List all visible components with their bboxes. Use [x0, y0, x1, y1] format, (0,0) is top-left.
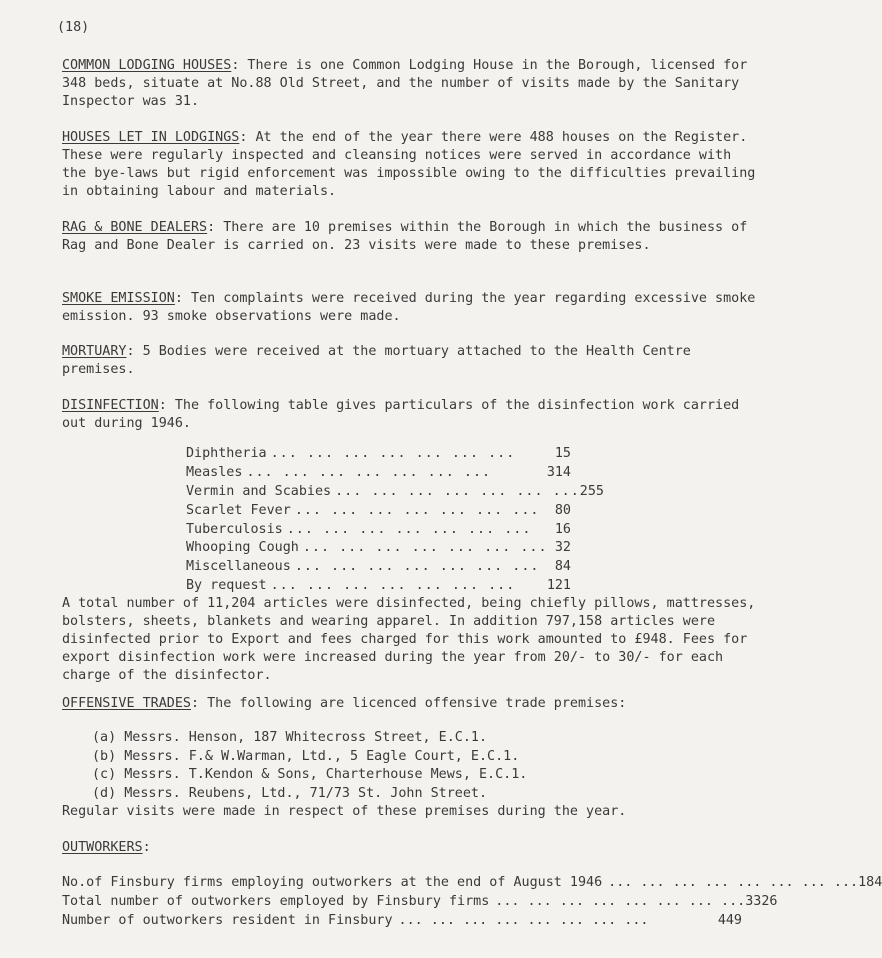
table-row: No.of Finsbury firms employing outworkers at the end of August 1946 ... ... ... ... ... ... ... ... 184 — [62, 874, 882, 890]
row-value: 121 — [546, 577, 571, 593]
table-row: Diphtheria ... ... ... ... ... ... ... 15 — [186, 446, 571, 462]
row-label: Total number of outworkers employed by Finsbury firms — [62, 893, 490, 909]
section-text: : 5 Bodies were received at the mortuary attached to the Health Centre premises. — [62, 344, 699, 377]
section-smoke-emission — [62, 290, 762, 326]
row-value: 255 — [579, 483, 604, 499]
table-row: Vermin and Scabies ... ... ... ... ... ... ... 255 — [186, 483, 604, 499]
row-value: 3326 — [745, 893, 778, 909]
row-label: Number of outworkers resident in Finsbury — [62, 912, 393, 928]
row-value: 314 — [546, 465, 571, 481]
section-text: : There are 10 premises within the Borough in which the business of Rag and Bone Dealer is carried on. 23 visits were made to these premises. — [62, 220, 756, 253]
list-item: (a) Messrs. Henson, 187 Whitecross Street, E.C.1. — [92, 730, 488, 745]
section-heading: HOUSES LET IN LODGINGS — [62, 130, 240, 145]
row-label: Tuberculosis — [186, 521, 283, 537]
table-row: Total number of outworkers employed by Finsbury firms ... ... ... ... ... ... ... ... 3326 — [62, 893, 778, 909]
table-row: By request ... ... ... ... ... ... ... 121 — [186, 577, 571, 593]
section-heading: COMMON LODGING HOUSES — [62, 58, 232, 73]
section-heading: SMOKE EMISSION — [62, 291, 175, 306]
table-row: Scarlet Fever ... ... ... ... ... ... ... 80 — [186, 502, 571, 518]
section-heading: DISINFECTION — [62, 398, 159, 413]
row-label: Scarlet Fever — [186, 502, 291, 518]
premises-list — [62, 729, 762, 803]
outworkers-table — [62, 873, 882, 930]
row-value: 184 — [858, 874, 882, 890]
row-value: 80 — [554, 502, 571, 518]
row-label: Miscellaneous — [186, 559, 291, 575]
section-offensive-trades — [62, 695, 762, 821]
section-text: : The following table gives particulars of the disinfection work carried out during 1946. — [62, 398, 748, 431]
row-label: No.of Finsbury firms employing outworkers at the end of August 1946 — [62, 874, 603, 890]
disinfection-table — [186, 445, 604, 595]
section-heading: RAG & BONE DEALERS — [62, 220, 208, 235]
section-disinfection — [62, 397, 762, 685]
row-label: By request — [186, 577, 267, 593]
section-heading: OFFENSIVE TRADES — [62, 696, 191, 711]
section-rag-bone-dealers — [62, 219, 762, 255]
section-text: : At the end of the year there were 488 houses on the Register. These were regularly inspected and cleansing notices were served in accordance with the bye-laws but rigid enforcement was impossible owing to the difficulties prevailing in obtaining labour and materials. — [62, 130, 764, 199]
table-row: Whooping Cough ... ... ... ... ... ... ... 32 — [186, 540, 571, 556]
list-item: (c) Messrs. T.Kendon & Sons, Charterhouse Mews, E.C.1. — [92, 767, 528, 782]
section-heading: OUTWORKERS — [62, 840, 143, 855]
table-row: Tuberculosis ... ... ... ... ... ... ... 16 — [186, 521, 571, 537]
section-text: : Ten complaints were received during the year regarding excessive smoke emission. 93 smoke observations were made. — [62, 291, 764, 324]
table-row: Measles ... ... ... ... ... ... ... 314 — [186, 465, 571, 481]
section-mortuary — [62, 343, 762, 379]
row-label: Vermin and Scabies — [186, 483, 332, 499]
row-value: 84 — [554, 559, 571, 575]
offensive-summary: Regular visits were made in respect of these premises during the year. — [62, 804, 627, 819]
section-houses-let-in-lodgings — [62, 129, 762, 201]
row-label: Measles — [186, 465, 243, 481]
row-label: Diphtheria — [186, 446, 267, 462]
row-value: 449 — [717, 912, 742, 928]
section-text: : There is one Common Lodging House in the Borough, licensed for 348 beds, situate at No.88 Old Street, and the number of visits made by the Sanitary Inspector was 31. — [62, 58, 756, 109]
row-value: 32 — [554, 540, 571, 556]
list-item: (d) Messrs. Reubens, Ltd., 71/73 St. John Street. — [92, 785, 488, 801]
page-number: (18) — [57, 20, 90, 35]
row-label: Whooping Cough — [186, 540, 299, 556]
list-item: (b) Messrs. F.& W.Warman, Ltd., 5 Eagle Court, E.C.1. — [92, 748, 520, 764]
row-value: 15 — [554, 446, 571, 462]
row-value: 16 — [554, 521, 571, 537]
section-text: : The following are licenced offensive trade premises: — [191, 696, 627, 711]
section-heading: MORTUARY — [62, 344, 127, 359]
section-common-lodging-houses — [62, 57, 762, 111]
disinfection-summary: A total number of 11,204 articles were disinfected, being chiefly pillows, mattresses, bolsters, sheets, blankets and wearing apparel. In addition 797,158 articles were disinfected prior to Export and fees charged for this work amounted to £948. Fees for export disinfection work were increased during the year from 20/- to 30/- for each charge of the disinfector. — [62, 596, 764, 684]
table-row: Number of outworkers resident in Finsbury ... ... ... ... ... ... ... ... 449 — [62, 912, 742, 928]
table-row: Miscellaneous ... ... ... ... ... ... ... 84 — [186, 559, 571, 575]
section-outworkers: OUTWORKERS: No.of Finsbury firms employing outworkers at the end of August 1946 ... ... ... ... ... ... ... ... 184 Total number of outworkers employed by Finsbury firms ... ... ... ... ... ... ... ... 3326 Number of outworkers resident in Finsbury ... ... ... ... ... ... ... ... 449 — [62, 839, 762, 930]
